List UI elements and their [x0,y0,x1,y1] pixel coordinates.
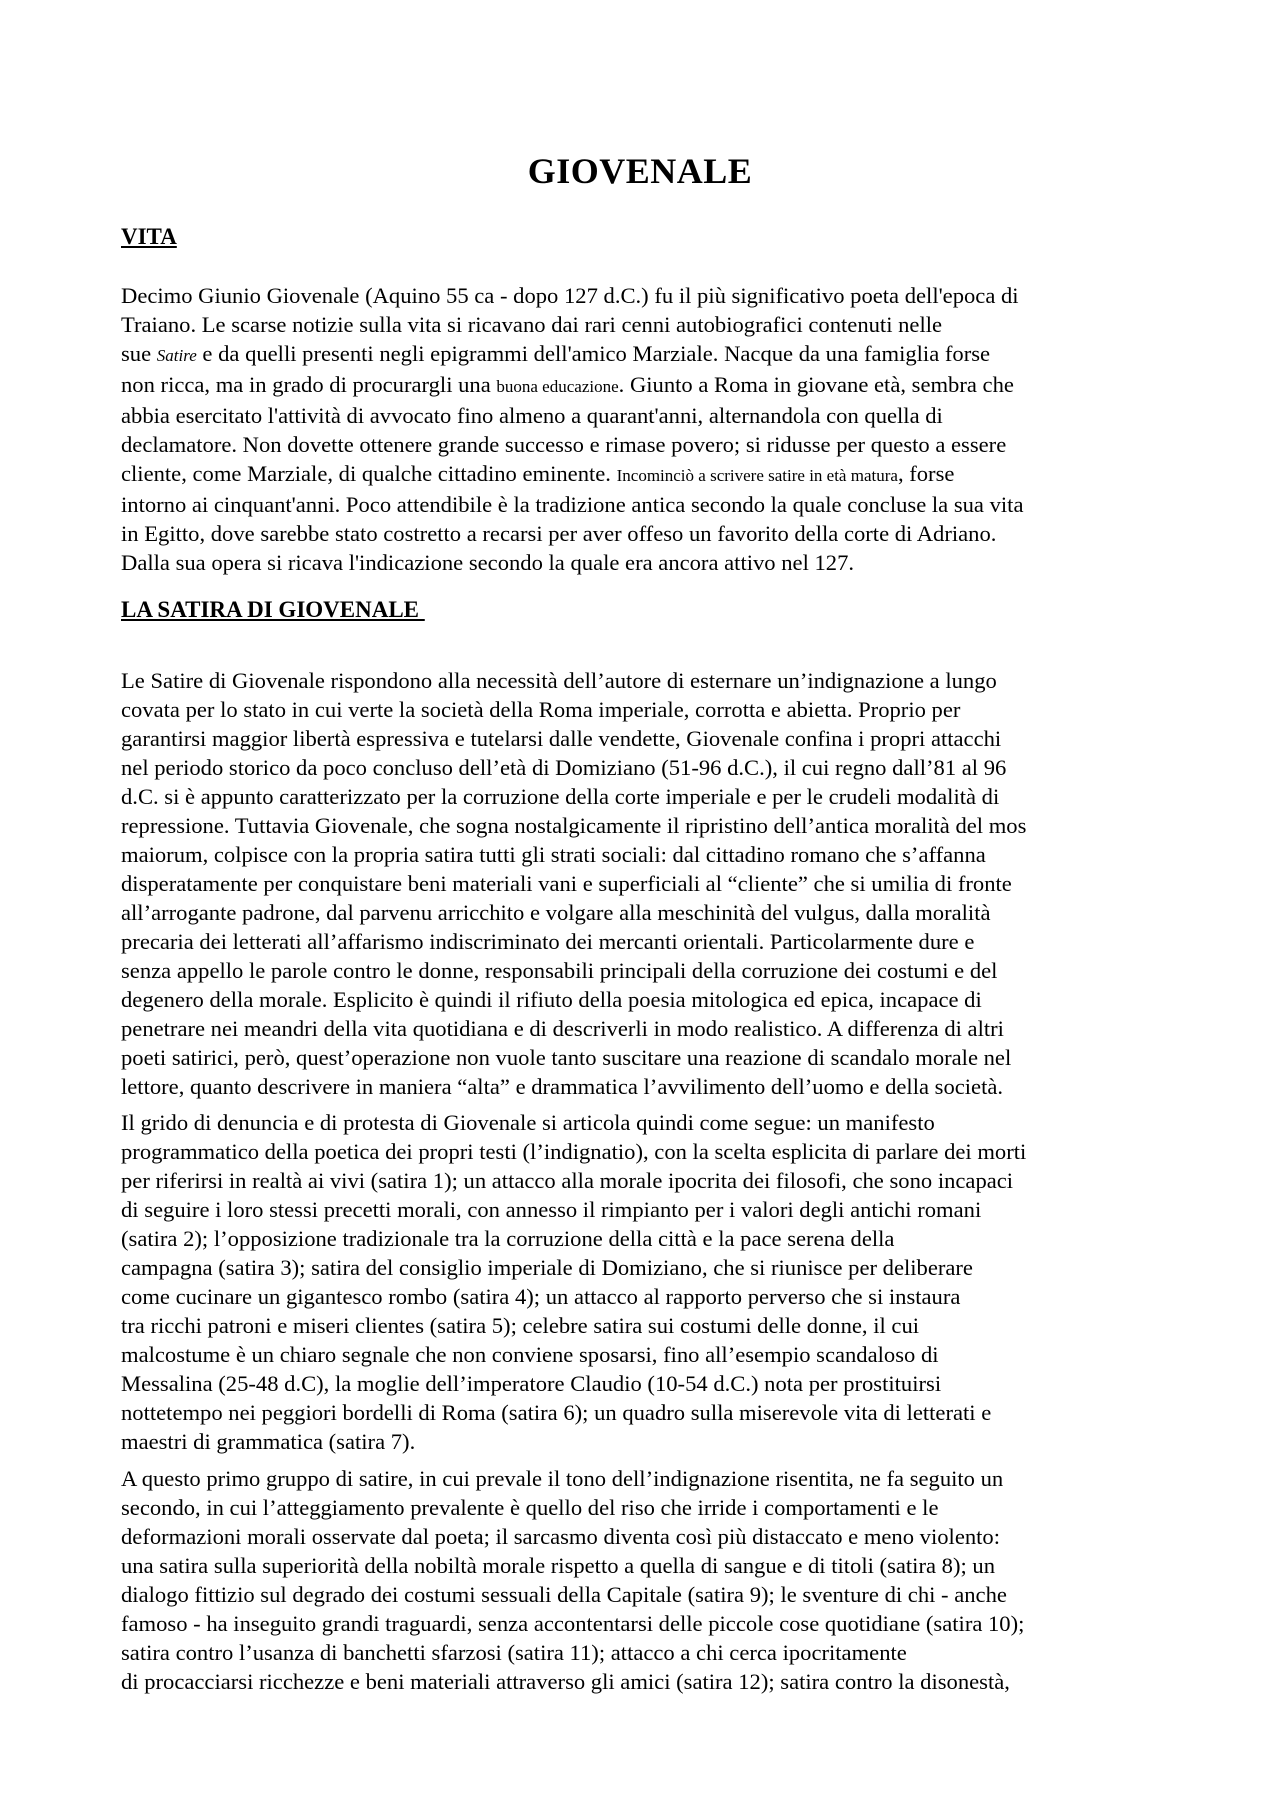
text-line: come cucinare un gigantesco rombo (satira 4); un attacco al rapporto perverso che si instaura [121,1284,961,1309]
text-line [121,459,1181,490]
text-line: covata per lo stato in cui verte la società della Roma imperiale, corrotta e abietta. Proprio per [121,697,961,722]
text-line: degenero della morale. Esplicito è quindi il rifiuto della poesia mitologica ed epica, incapace di [121,987,982,1012]
text-line: Traiano. Le scarse notizie sulla vita si ricavano dai rari cenni autobiografici contenuti nelle [121,312,943,337]
text-line: d.C. si è appunto caratterizzato per la corruzione della corte imperiale e per le crudeli modalità di [121,784,1000,809]
text-line: repressione. Tuttavia Giovenale, che sogna nostalgicamente il ripristino dell’antica moralità del mos [121,813,1027,838]
text-line: garantirsi maggior libertà espressiva e tutelarsi dalle vendette, Giovenale confina i propri attacchi [121,726,1002,751]
text-line: deformazioni morali osservate dal poeta; il sarcasmo diventa così più distaccato e meno violento: [121,1524,1000,1549]
text-line: di seguire i loro stessi precetti morali, con annesso il rimpianto per i valori degli antichi romani [121,1197,982,1222]
text-line: A questo primo gruppo di satire, in cui prevale il tono dell’indignazione risentita, ne fa seguito un [121,1466,1004,1491]
italic-text-run: Satire [156,346,197,365]
text-line: maestri di grammatica (satira 7). [121,1429,416,1454]
text-run: non ricca, ma in grado di procurargli una [121,372,497,397]
text-line: maiorum, colpisce con la propria satira tutti gli strati sociali: dal cittadino romano che s’affanna [121,842,986,867]
paragraph-vita [121,281,1181,577]
text-line: di procacciarsi ricchezze e beni materiali attraverso gli amici (satira 12); satira contro la disonestà, [121,1669,1010,1694]
text-line: satira contro l’usanza di banchetti sfarzosi (satira 11); attacco a chi cerca ipocritamente [121,1640,907,1665]
text-run: cliente, come Marziale, di qualche cittadino eminente. [121,461,617,486]
text-line: senza appello le parole contro le donne, responsabili principali della corruzione dei costumi e del [121,958,998,983]
text-line: precaria dei letterati all’affarismo indiscriminato dei mercanti orientali. Particolarmente dure e [121,929,975,954]
text-line: Dalla sua opera si ricava l'indicazione secondo la quale era ancora attivo nel 127. [121,550,855,575]
text-line: una satira sulla superiorità della nobiltà morale rispetto a quella di sangue e di titoli (satira 8); un [121,1553,995,1578]
section-heading-satira: LA SATIRA DI GIOVENALE [121,597,425,622]
text-line: abbia esercitato l'attività di avvocato fino almeno a quarant'anni, alternandola con quella di [121,403,943,428]
paragraph-satira-1 [121,666,1181,1101]
text-line: malcostume è un chiaro segnale che non conviene sposarsi, fino all’esempio scandaloso di [121,1342,939,1367]
text-line: disperatamente per conquistare beni materiali vani e superficiali al “cliente” che si umilia di fronte [121,871,1012,896]
text-run: sue [121,341,157,366]
text-line [121,339,1181,370]
text-line: programmatico della poetica dei propri testi (l’indignatio), con la scelta esplicita di parlare dei morti [121,1139,1027,1164]
text-line: (satira 2); l’opposizione tradizionale tra la corruzione della città e la pace serena della [121,1226,895,1251]
paragraph-satira-3 [121,1464,1181,1696]
text-line: declamatore. Non dovette ottenere grande successo e rimase povero; si ridusse per questo a essere [121,432,1007,457]
text-line: campagna (satira 3); satira del consiglio imperiale di Domiziano, che si riunisce per deliberare [121,1255,973,1280]
text-line: dialogo fittizio sul degrado dei costumi sessuali della Capitale (satira 9); le sventure di chi - anche [121,1582,1007,1607]
text-line: in Egitto, dove sarebbe stato costretto a recarsi per aver offeso un favorito della corte di Adriano. [121,521,997,546]
text-line: poeti satirici, però, quest’operazione non vuole tanto suscitare una reazione di scandalo morale nel [121,1045,1012,1070]
text-line: Le Satire di Giovenale rispondono alla necessità dell’autore di esternare un’indignazione a lungo [121,668,997,693]
document-title: GIOVENALE [527,151,753,191]
text-line: lettore, quanto descrivere in maniera “alta” e drammatica l’avvilimento dell’uomo e della società. [121,1074,1004,1099]
section-heading-vita: VITA [121,224,177,249]
small-text-run: Incominciò a scrivere satire in età matura [616,466,898,485]
text-line: nel periodo storico da poco concluso dell’età di Domiziano (51-96 d.C.), il cui regno dall’81 al 96 [121,755,1007,780]
text-line: all’arrogante padrone, dal parvenu arricchito e volgare alla meschinità del vulgus, dalla moralità [121,900,991,925]
small-text-run: buona educazione [496,377,619,396]
text-line: Messalina (25-48 d.C), la moglie dell’imperatore Claudio (10-54 d.C.) nota per prostituirsi [121,1371,942,1396]
paragraph-satira-2 [121,1108,1181,1456]
text-line [121,370,1181,401]
text-line: tra ricchi patroni e miseri clientes (satira 5); celebre satira sui costumi delle donne, il cui [121,1313,920,1338]
text-line: famoso - ha inseguito grandi traguardi, senza accontentarsi delle piccole cose quotidiane (satira 10); [121,1611,1025,1636]
text-line: per riferirsi in realtà ai vivi (satira 1); un attacco alla morale ipocrita dei filosofi, che sono incapaci [121,1168,1014,1193]
text-line: nottetempo nei peggiori bordelli di Roma (satira 6); un quadro sulla miserevole vita di letterati e [121,1400,992,1425]
text-run: e da quelli presenti negli epigrammi dell'amico Marziale. Nacque da una famiglia forse [196,341,991,366]
text-line: Il grido di denuncia e di protesta di Giovenale si articola quindi come segue: un manifesto [121,1110,935,1135]
text-line: penetrare nei meandri della vita quotidiana e di descriverli in modo realistico. A differenza di altri [121,1016,1004,1041]
text-line: intorno ai cinquant'anni. Poco attendibile è la tradizione antica secondo la quale concluse la sua vita [121,492,1024,517]
text-line: Decimo Giunio Giovenale (Aquino 55 ca - dopo 127 d.C.) fu il più significativo poeta dell'epoca di [121,283,1019,308]
text-run: . Giunto a Roma in giovane età, sembra che [618,372,1014,397]
text-run: , forse [897,461,955,486]
text-line: secondo, in cui l’atteggiamento prevalente è quello del riso che irride i comportamenti e le [121,1495,939,1520]
